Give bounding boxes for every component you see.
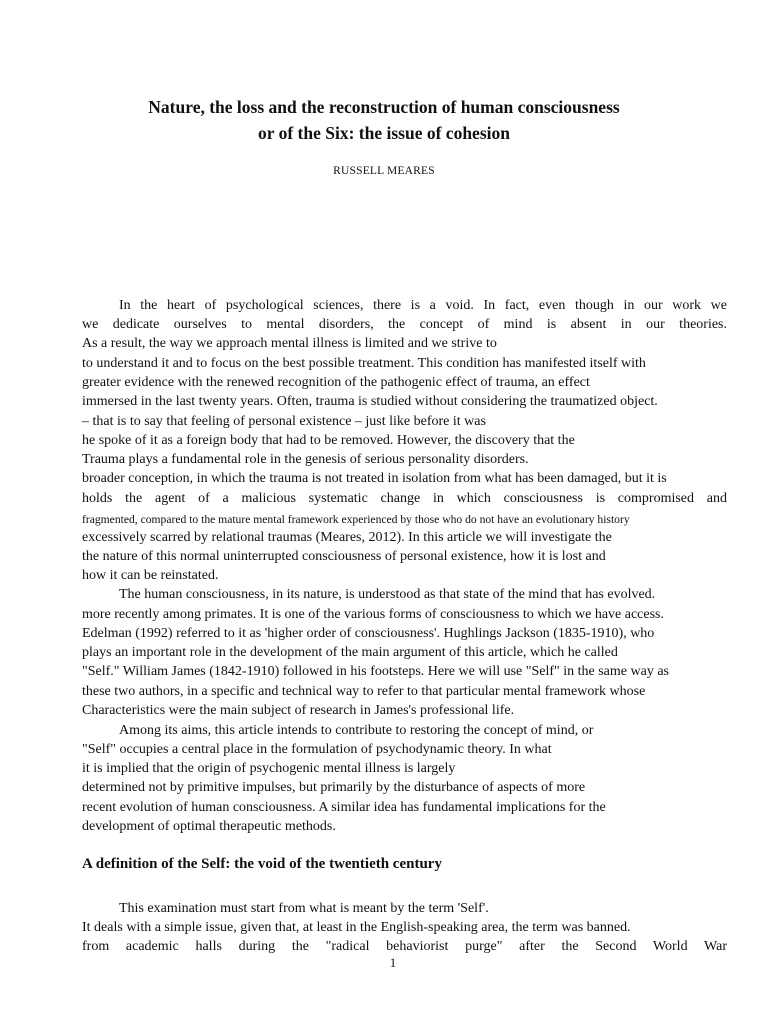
page-number: 1 — [389, 955, 397, 970]
body-line: excessively scarred by relational traumas (Meares, 2012). In this article we will investigate the — [82, 530, 612, 545]
section-heading: A definition of the Self: the void of the twentieth century — [82, 856, 442, 872]
body-line: it is implied that the origin of psychogenic mental illness is largely — [82, 761, 456, 776]
body-line: Edelman (1992) referred to it as 'higher order of consciousness'. Hughlings Jackson (1835-1910), who — [82, 626, 655, 641]
title-line-2: or of the Six: the issue of cohesion — [258, 123, 510, 143]
body-line: Trauma plays a fundamental role in the genesis of serious personality disorders. — [82, 452, 529, 467]
body-line: development of optimal therapeutic methods. — [82, 819, 336, 834]
body-line: broader conception, in which the trauma is not treated in isolation from what has been damaged, but it is — [82, 471, 667, 486]
body-line: more recently among primates. It is one of the various forms of consciousness to which we have access. — [82, 607, 664, 622]
body-line: recent evolution of human consciousness. A similar idea has fundamental implications for the — [82, 800, 606, 815]
body-line: "Self." William James (1842-1910) followed in his footsteps. Here we will use "Self" in the same way as — [82, 664, 669, 679]
section-line: This examination must start from what is meant by the term 'Self'. — [119, 901, 489, 916]
body-line: holds the agent of a malicious systematic change in which consciousness is compromised and — [82, 491, 727, 506]
body-line: he spoke of it as a foreign body that had to be removed. However, the discovery that the — [82, 433, 575, 448]
author-name: RUSSELL MEARES — [333, 165, 435, 177]
body-line: immersed in the last twenty years. Often, trauma is studied without considering the traumatized object. — [82, 394, 658, 409]
body-line: the nature of this normal uninterrupted consciousness of personal existence, how it is lost and — [82, 549, 606, 564]
body-line: "Self" occupies a central place in the formulation of psychodynamic theory. In what — [82, 742, 552, 757]
body-line: how it can be reinstated. — [82, 568, 219, 583]
body-line: determined not by primitive impulses, but primarily by the disturbance of aspects of more — [82, 780, 586, 795]
body-line: The human consciousness, in its nature, is understood as that state of the mind that has evolved. — [119, 587, 656, 602]
section-line: from academic halls during the "radical behaviorist purge" after the Second World War — [82, 939, 727, 954]
body-line: Characteristics were the main subject of research in James's professional life. — [82, 703, 515, 718]
title-line-1: Nature, the loss and the reconstruction of human consciousness — [148, 97, 620, 117]
body-line: to understand it and to focus on the best possible treatment. This condition has manifested itself with — [82, 356, 646, 371]
body-line: these two authors, in a specific and technical way to refer to that particular mental framework whose — [82, 684, 646, 699]
body-line: Among its aims, this article intends to contribute to restoring the concept of mind, or — [119, 723, 594, 738]
body-line: As a result, the way we approach mental illness is limited and we strive to — [82, 336, 497, 351]
body-line: – that is to say that feeling of personal existence – just like before it was — [82, 414, 486, 429]
body-line: In the heart of psychological sciences, there is a void. In fact, even though in our work we — [119, 298, 727, 313]
body-line: plays an important role in the development of the main argument of this article, which he called — [82, 645, 618, 660]
body-line: we dedicate ourselves to mental disorders, the concept of mind is absent in our theories. — [82, 317, 727, 332]
body-line: fragmented, compared to the mature mental framework experienced by those who do not have an evolutionary history — [82, 513, 630, 526]
section-line: It deals with a simple issue, given that, at least in the English-speaking area, the term was banned. — [82, 920, 631, 935]
body-line: greater evidence with the renewed recognition of the pathogenic effect of trauma, an effect — [82, 375, 590, 390]
